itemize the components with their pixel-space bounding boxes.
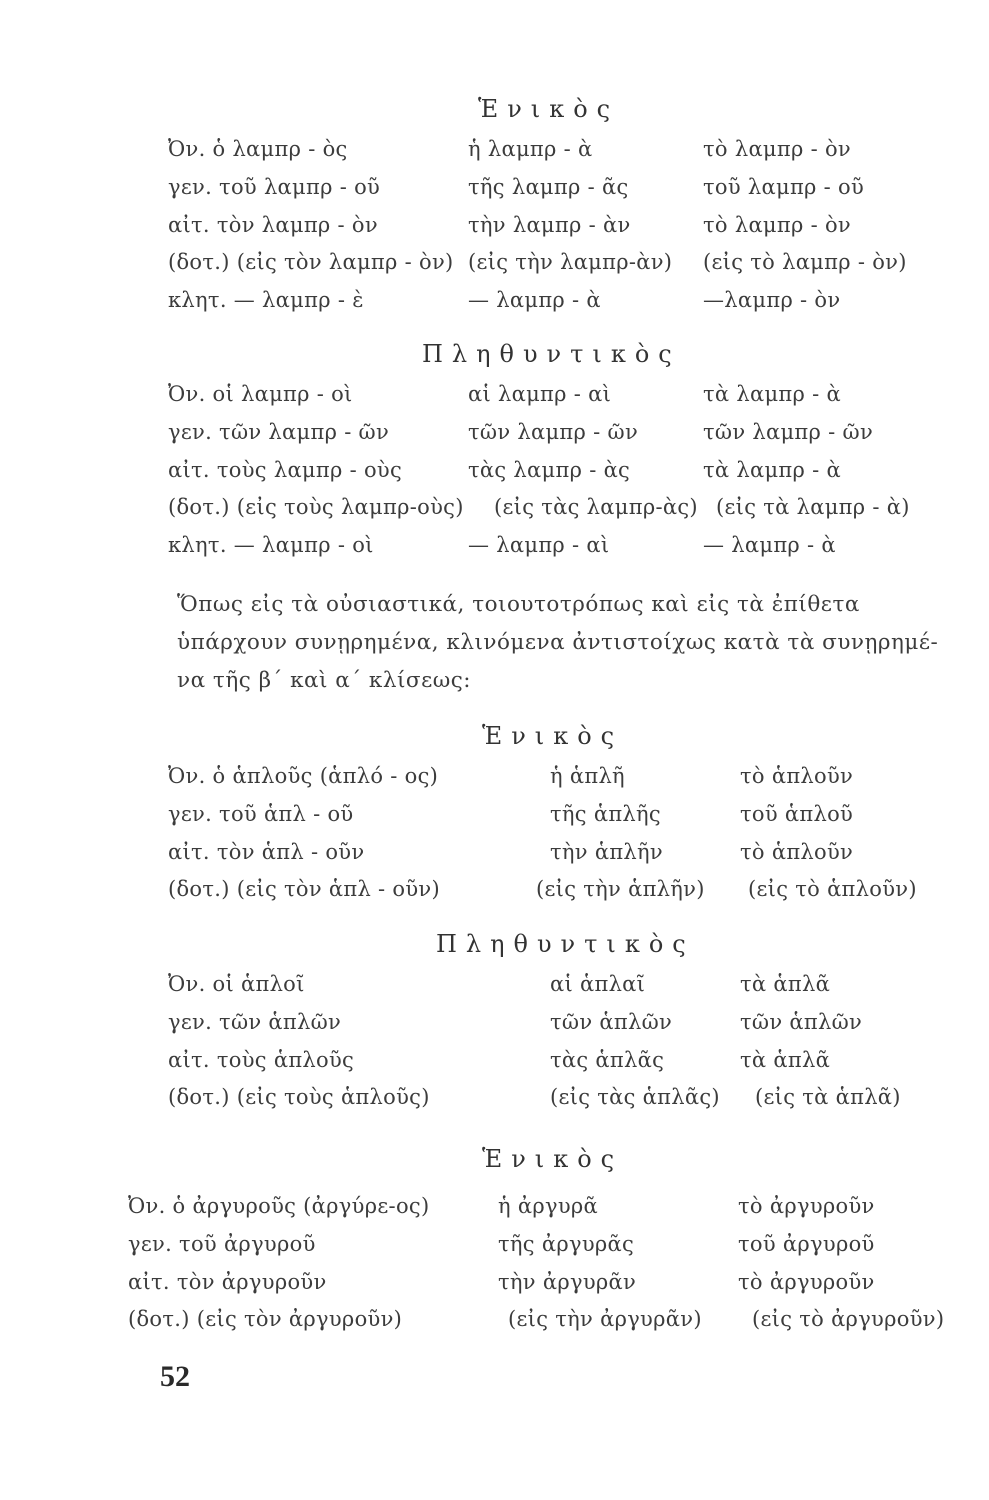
table-row — [0, 877, 989, 915]
table-cell: (εἰς τὴν ἁπλῆν) — [536, 877, 705, 902]
section-heading: Πληθυντικὸς — [422, 340, 681, 368]
table-cell: τῶν ἁπλῶν — [740, 1009, 863, 1034]
table-row — [0, 1232, 989, 1270]
table-cell: (εἰς τὰ ἁπλᾶ) — [755, 1085, 901, 1110]
body-paragraph — [177, 586, 937, 700]
table-cell: τὸ ἁπλοῦν — [740, 839, 854, 864]
paragraph-line: ὑπάρχουν συνῃρημένα, κλινόμενα ἀντιστοίχως κατὰ τὰ συνῃρημέ- — [177, 630, 939, 655]
table-cell: τῆς λαμπρ - ᾶς — [468, 174, 629, 199]
page-number: 52 — [160, 1360, 190, 1393]
table-row — [0, 250, 989, 288]
table-cell: Ὀν. ὁ ἁπλοῦς (ἁπλό - ος) — [168, 764, 439, 788]
table-row — [0, 1270, 989, 1308]
table-row — [0, 840, 989, 878]
table-cell: τὰ λαμπρ - ὰ — [703, 457, 841, 482]
table-row — [0, 382, 989, 420]
table-cell: τὰ λαμπρ - ὰ — [703, 382, 841, 406]
table-cell: αἰτ. τὸν ἁπλ - οῦν — [168, 839, 365, 864]
table-cell: (εἰς τὴν ἀργυρᾶν) — [508, 1307, 702, 1332]
table-row — [0, 420, 989, 458]
declension-table — [0, 1194, 989, 1345]
table-cell: τὸ ἀργυροῦν — [738, 1194, 875, 1218]
table-row — [0, 764, 989, 802]
table-cell: τὸ ἁπλοῦν — [740, 764, 854, 788]
table-cell: κλητ. — λαμπρ - οὶ — [168, 533, 374, 558]
section-heading: Πληθυντικὸς — [436, 930, 695, 958]
table-cell: (εἰς τὴν λαμπρ-ὰν) — [468, 250, 673, 275]
table-cell: τὴν λαμπρ - ὰν — [468, 212, 631, 237]
table-cell: τῶν ἁπλῶν — [550, 1009, 673, 1034]
table-cell: ἡ ἁπλῆ — [550, 764, 625, 788]
table-cell: τὸ ἀργυροῦν — [738, 1269, 875, 1294]
table-row — [0, 1194, 989, 1232]
table-cell: τὰς λαμπρ - ὰς — [468, 457, 631, 482]
table-cell: (δοτ.) (εἰς τὸν ἁπλ - οῦν) — [168, 877, 440, 902]
section-heading: Ἑνικὸς — [478, 95, 620, 123]
table-row — [0, 972, 989, 1010]
table-row — [0, 1085, 989, 1123]
table-row — [0, 1307, 989, 1345]
table-row — [0, 458, 989, 496]
declension-table — [0, 972, 989, 1123]
table-cell: τὰ ἁπλᾶ — [740, 1047, 831, 1072]
table-cell: (δοτ.) (εἰς τοὺς ἁπλοῦς) — [168, 1085, 430, 1110]
table-row — [0, 175, 989, 213]
table-cell: τοῦ ἁπλοῦ — [740, 801, 854, 826]
table-row — [0, 1048, 989, 1086]
table-cell: γεν. τοῦ λαμπρ - οῦ — [168, 174, 381, 199]
table-cell: (δοτ.) (εἰς τὸν λαμπρ - ὸν) — [168, 250, 454, 275]
declension-table — [0, 764, 989, 915]
table-row — [0, 1010, 989, 1048]
table-cell: (εἰς τὰς ἁπλᾶς) — [550, 1085, 720, 1110]
table-cell: κλητ. — λαμπρ - ὲ — [168, 288, 364, 313]
paragraph-line: Ὅπως εἰς τὰ οὐσιαστικά, τοιουτοτρόπως καὶ εἰς τὰ ἐπίθετα — [177, 592, 860, 617]
table-cell: (εἰς τὸ ἀργυροῦν) — [752, 1307, 945, 1332]
table-cell: τὰ ἁπλᾶ — [740, 972, 831, 996]
table-cell: Ὀν. οἱ λαμπρ - οὶ — [168, 382, 353, 406]
declension-table — [0, 382, 989, 571]
table-cell: (εἰς τὰς λαμπρ-ὰς) — [494, 495, 698, 520]
section-heading: Ἑνικὸς — [482, 1145, 624, 1173]
declension-table — [0, 137, 989, 326]
table-cell: γεν. τῶν ἁπλῶν — [168, 1009, 342, 1034]
table-cell: αἱ λαμπρ - αὶ — [468, 382, 612, 406]
table-row — [0, 213, 989, 251]
table-cell: Ὀν. οἱ ἁπλοῖ — [168, 972, 305, 996]
table-cell: (δοτ.) (εἰς τὸν ἀργυροῦν) — [128, 1307, 403, 1332]
table-cell: ἡ ἀργυρᾶ — [498, 1194, 599, 1218]
table-cell: αἰτ. τοὺς ἁπλοῦς — [168, 1047, 355, 1072]
section-heading: Ἑνικὸς — [482, 722, 624, 750]
table-cell: τοῦ ἀργυροῦ — [738, 1231, 875, 1256]
table-cell: τὰς ἁπλᾶς — [550, 1047, 665, 1072]
table-cell: Ὀν. ὁ ἀργυροῦς (ἀργύρε-ος) — [128, 1194, 430, 1218]
table-cell: τοῦ λαμπρ - οῦ — [703, 174, 865, 199]
table-cell: γεν. τοῦ ἁπλ - οῦ — [168, 801, 354, 826]
paragraph-line: να τῆς β΄ καὶ α΄ κλίσεως: — [177, 668, 472, 693]
table-cell: τὸ λαμπρ - ὸν — [703, 212, 851, 237]
table-cell: γεν. τοῦ ἀργυροῦ — [128, 1231, 316, 1256]
table-row — [0, 495, 989, 533]
table-cell: αἱ ἁπλαῖ — [550, 972, 646, 996]
table-cell: γεν. τῶν λαμπρ - ῶν — [168, 419, 390, 444]
table-cell: — λαμπρ - αὶ — [468, 533, 610, 558]
table-cell: τῶν λαμπρ - ῶν — [703, 419, 874, 444]
table-cell: αἰτ. τὸν λαμπρ - ὸν — [168, 212, 378, 237]
table-row — [0, 802, 989, 840]
table-row — [0, 288, 989, 326]
table-cell: τῶν λαμπρ - ῶν — [468, 419, 639, 444]
table-cell: τῆς ἁπλῆς — [550, 801, 661, 826]
table-cell: (δοτ.) (εἰς τοὺς λαμπρ-οὺς) — [168, 495, 464, 520]
table-cell: αἰτ. τὸν ἀργυροῦν — [128, 1269, 327, 1294]
table-cell: τὴν ἁπλῆν — [550, 839, 663, 864]
table-row — [0, 533, 989, 571]
table-cell: (εἰς τὸ λαμπρ - ὸν) — [703, 250, 907, 275]
table-cell: τῆς ἀργυρᾶς — [498, 1231, 635, 1256]
table-cell: —λαμπρ - ὸν — [703, 288, 841, 313]
table-cell: αἰτ. τοὺς λαμπρ - οὺς — [168, 457, 403, 482]
table-row — [0, 137, 989, 175]
table-cell: ἡ λαμπρ - ὰ — [468, 137, 593, 161]
table-cell: τὸ λαμπρ - ὸν — [703, 137, 851, 161]
table-cell: τὴν ἀργυρᾶν — [498, 1269, 637, 1294]
table-cell: — λαμπρ - ὰ — [703, 533, 836, 558]
table-cell: — λαμπρ - ὰ — [468, 288, 601, 313]
table-cell: (εἰς τὰ λαμπρ - ὰ) — [716, 495, 910, 520]
table-cell: Ὀν. ὁ λαμπρ - ὸς — [168, 137, 348, 161]
table-cell: (εἰς τὸ ἁπλοῦν) — [748, 877, 917, 902]
